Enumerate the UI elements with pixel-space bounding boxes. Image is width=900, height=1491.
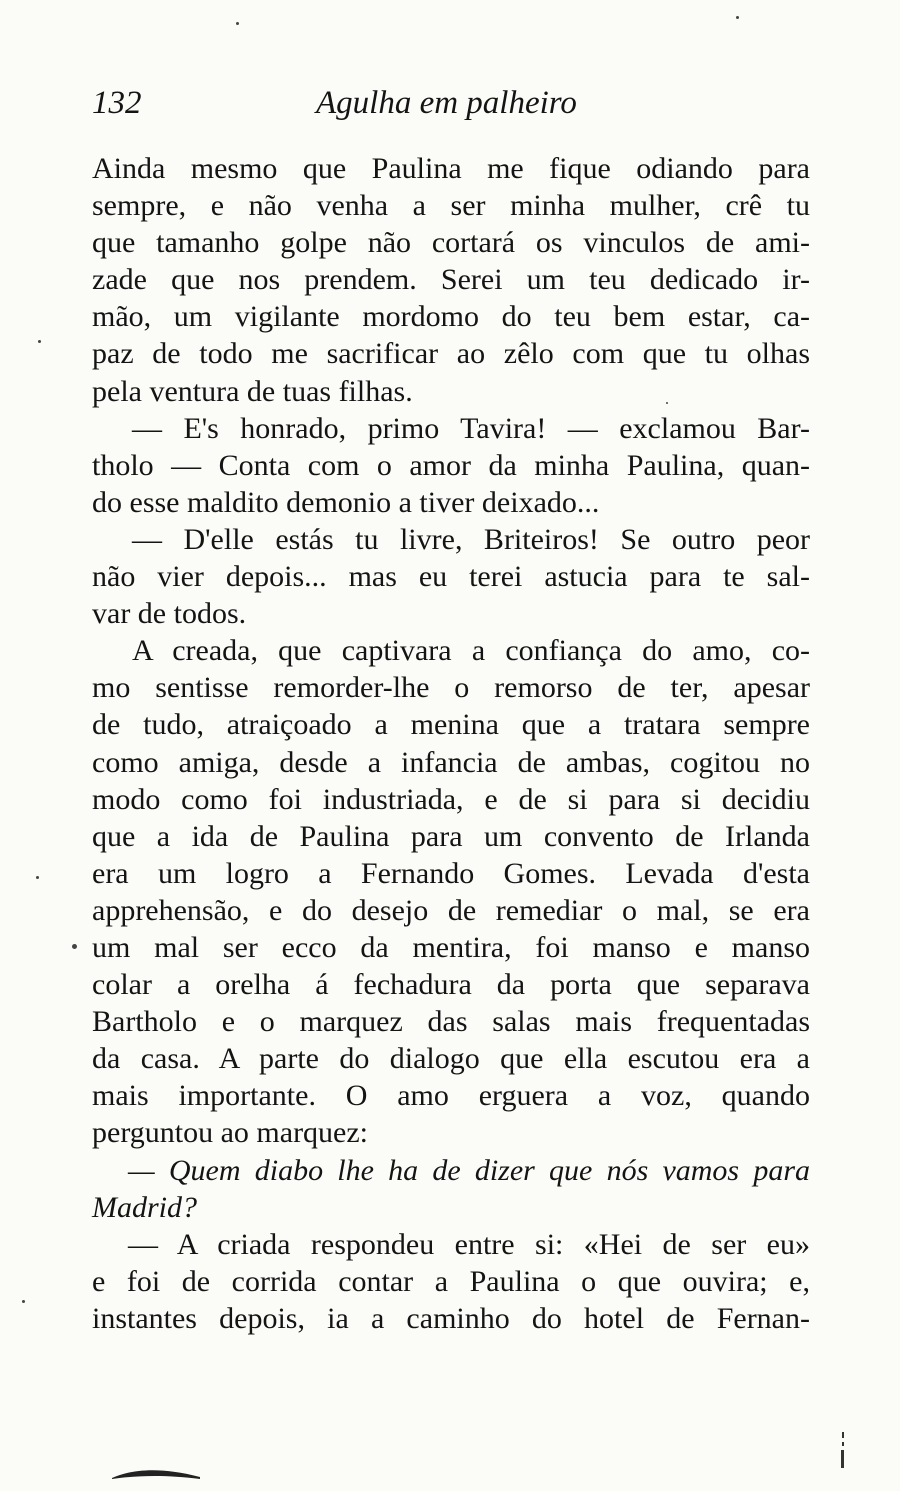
text-line: pela ventura de tuas filhas. — [92, 374, 413, 408]
text-line: da casa. A parte do dialogo que ella escutou era a — [92, 1042, 810, 1076]
text-line: mo sentisse remorder-lhe o remorso de ter, apesar — [92, 671, 810, 705]
paragraph — [92, 1152, 810, 1226]
text-line: que tamanho golpe não cortará os vinculos de ami- — [92, 226, 810, 260]
scan-speck — [72, 944, 77, 949]
scan-speck — [736, 16, 739, 19]
running-title: Agulha em palheiro — [316, 85, 577, 121]
running-head — [92, 78, 810, 128]
text-line: — D'elle estás tu livre, Briteiros! Se outro peor — [132, 522, 810, 556]
printer-ornament — [110, 1466, 202, 1480]
text-line: sempre, e não venha a ser minha mulher, crê tu — [92, 189, 810, 223]
text-line: um mal ser ecco da mentira, foi manso e manso — [92, 930, 810, 964]
text-line: A creada, que captivara a confiança do amo, co- — [132, 634, 810, 668]
text-line: modo como foi industriada, e de si para si decidiu — [92, 782, 810, 816]
scan-speck — [236, 22, 239, 25]
text-line: não vier depois... mas eu terei astucia para te sal- — [92, 560, 810, 594]
paragraph — [92, 410, 810, 521]
text-line: de tudo, atraiçoado a menina que a tratara sempre — [92, 708, 810, 742]
text-line: perguntou ao marquez: — [92, 1116, 369, 1150]
text-line: Madrid? — [92, 1190, 197, 1224]
text-line: — A criada respondeu entre si: «Hei de ser eu» — [128, 1227, 810, 1261]
text-line: zade que nos prendem. Serei um teu dedicado ir- — [92, 263, 810, 297]
text-line: mais importante. O amo erguera a voz, quando — [92, 1079, 810, 1113]
text-line: tholo — Conta com o amor da minha Paulina, quan- — [92, 448, 810, 482]
scan-speck — [36, 876, 39, 879]
text-line: como amiga, desde a infancia de ambas, cogitou no — [92, 745, 810, 779]
text-line: que a ida de Paulina para um convento de Irlanda — [92, 819, 810, 853]
text-line: e foi de corrida contar a Paulina o que ouvira; e, — [92, 1264, 810, 1298]
text-line: instantes depois, ia a caminho do hotel de Fernan- — [92, 1301, 810, 1335]
text-line: Ainda mesmo que Paulina me fique odiando para — [92, 152, 810, 185]
text-line: paz de todo me sacrificar ao zêlo com que tu olhas — [92, 337, 810, 371]
text-line: — Quem diabo lhe ha de dizer que nós vamos para — [128, 1153, 810, 1187]
scan-speck — [666, 402, 668, 404]
text-line: Bartholo e o marquez das salas mais frequentadas — [92, 1005, 810, 1039]
page-number: 132 — [92, 85, 142, 121]
paragraph — [92, 150, 810, 410]
text-line: do esse maldito demonio a tiver deixado... — [92, 485, 600, 519]
text-line: apprehensão, e do desejo de remediar o mal, se era — [92, 893, 810, 927]
scan-speck — [38, 340, 41, 343]
body-text — [92, 150, 810, 1337]
text-line: mão, um vigilante mordomo do teu bem estar, ca- — [92, 300, 810, 334]
text-line: var de todos. — [92, 597, 247, 631]
paragraph — [92, 521, 810, 632]
margin-mark — [838, 1432, 848, 1472]
text-line: colar a orelha á fechadura da porta que separava — [92, 968, 810, 1002]
paragraph — [92, 632, 810, 1151]
paragraph — [92, 1226, 810, 1337]
text-line: — E's honrado, primo Tavira! — exclamou Bar- — [132, 411, 810, 445]
scan-speck — [22, 1300, 25, 1303]
text-line: era um logro a Fernando Gomes. Levada d'esta — [92, 856, 810, 890]
